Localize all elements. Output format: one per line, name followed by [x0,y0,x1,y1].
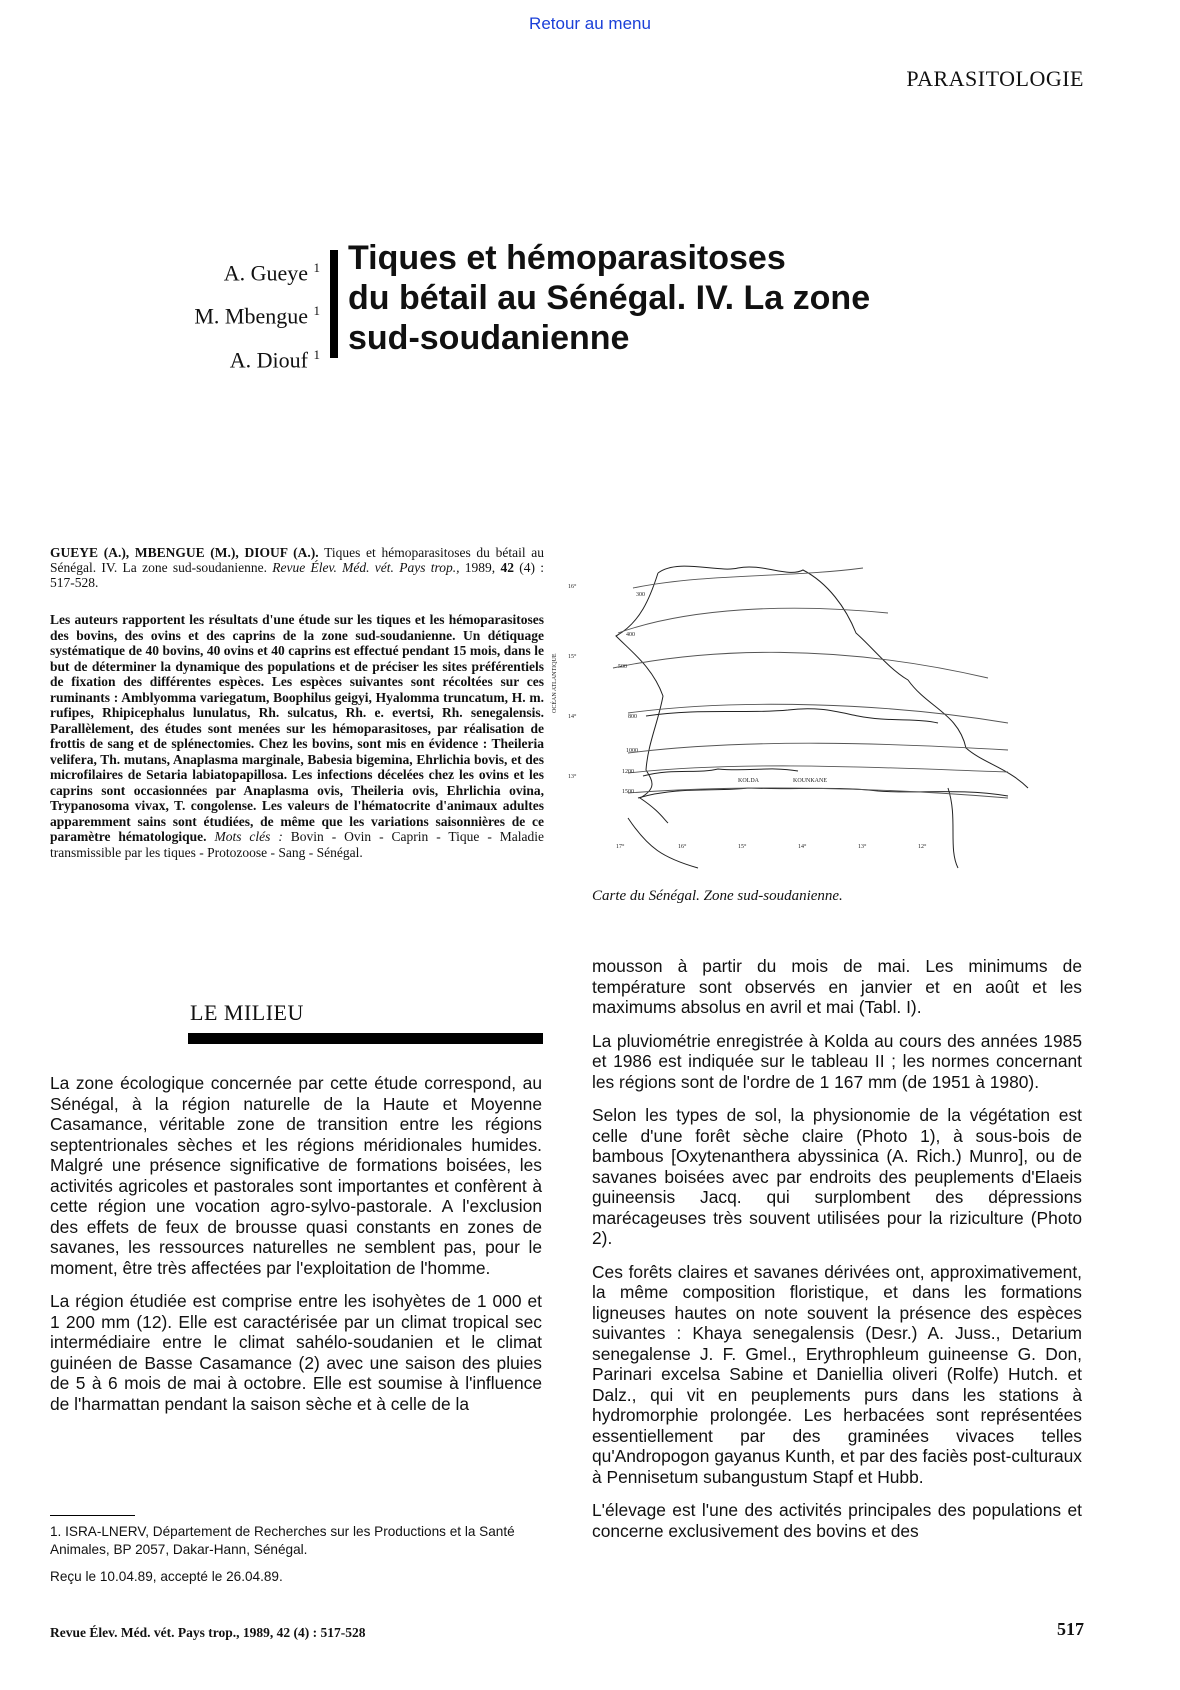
isohyet-label: 800 [628,714,637,720]
keywords-label: Mots clés : [214,829,283,844]
citation [50,545,544,590]
page-number: 517 [1057,1619,1084,1639]
longitude-label: 16° [678,844,687,850]
affiliation-mark: 1 [313,346,320,362]
title-line: du bétail au Sénégal. IV. La zone [348,279,871,317]
affiliation-mark: 1 [313,260,320,275]
author-name: A. Diouf [229,346,308,372]
isohyet-label: 400 [626,632,635,638]
article-title [348,238,968,358]
right-column [592,956,1082,1554]
heading-rule [188,1033,543,1044]
paragraph: Ces forêts claires et savanes dérivées ont, approximativement, la même composition floristique, et dans les formations ligneuses hautes on note souvent la présence des espèces suivantes : Khaya senegalensis (Desr.) A. Juss., Detarium senegalense J. F. Gmel., Erythrophleum guineense G. Don, Parinari excelsa Sabine et Daniellia oliveri (Rolfe) Hutch. et Dalz., qui vit en peuplements purs dans les stations à hydromorphie prolongée. Les herbacées sont représentées essentiellement par des graminées vivaces telles qu'Andropogon gayanus Kunth, et par des faciès post-culturaux à Pennisetum subangustum Stapf et Hubb. [592,1261,1082,1487]
author [130,292,320,335]
paragraph: L'élevage est l'une des activités principales des populations et concerne exclusivement des bovins et des [592,1500,1082,1541]
senegal-map [552,548,1048,883]
isohyet-label: 1200 [622,769,634,775]
abstract [50,612,544,860]
title-bar [330,250,338,358]
citation-text: Tiques et hémoparasitoses du bétail au Sénégal. IV. La zone sud-soudanienne. [50,545,544,575]
footer-journal: Revue Élev. Méd. vét. Pays trop., 1989, 42 (4) : 517-528 [50,1625,366,1640]
country-border [658,566,1028,788]
title-line: sud-soudanienne [348,319,630,357]
coast [616,573,668,823]
latitude-label: 16° [568,584,577,590]
citation-authors: GUEYE (A.), MBENGUE (M.), DIOUF (A.). [50,545,319,560]
gambia-river [646,709,938,723]
longitude-label: 15° [738,844,747,850]
latitude-label: 14° [568,714,577,720]
isohyet-label: 1500 [622,789,634,795]
footnote-rule [50,1515,135,1516]
author [130,249,320,292]
abstract-body: Les auteurs rapportent les résultats d'une étude sur les tiques et les hémoparasitoses des bovins, des ovins et des caprins de la zone sud-soudanienne. Un détiquage systématique de 40 bovins, 40 ovins et 40 caprins est effectué pendant 15 mois, dans le but de déterminer la dynamique des populations et de préciser les sites préférentiels de fixation des différentes espèces. Les espèces suivantes sont récoltées sur ces ruminants : Amblyomma variegatum, Boophilus geigyi, Hyalomma truncatum, H. m. rufipes, Rhipicephalus lunulatus, Rh. sulcatus, Rh. e. evertsi, Rh. senegalensis. Parallèlement, des études sont menées sur les hémoparasitoses, par réalisation de frottis de sang et de splénectomies. Chez les bovins, sont mis en évidence : Theileria velifera, Th. mutans, Anaplasma marginale, Babesia bigemina, Ehrlichia bovis, et des microfilaires de Setaria labiatopapillosa. Les infections décelées chez les ovins et les caprins sont occasionnées par Anaplasma ovis, Theileria ovis, Ehrlichia ovina, Trypanosoma vivax, T. congolense. Les valeurs de l'hématocrite d'animaux adultes apparemment sains sont étudiées, de même que les variations saisonnières de ce paramètre hématologique. [50,612,544,844]
longitude-label: 14° [798,844,807,850]
author-list [130,249,320,379]
paragraph: Selon les types de sol, la physionomie de la végétation est celle d'une forêt sèche claire (Photo 1), à sous-bois de bambous [Oxytenanthera abyssinica (A. Rich.) Munro], ou de savanes boisées avec par endroits des peuplements d'Elaeis guineensis Jacq. qui surplombent des dépressions marécageuses très souvent utilisées pour la riziculture (Photo 2). [592,1105,1082,1248]
section-heading: LE MILIEU [190,1000,304,1025]
isohyet-lines [613,568,1008,798]
citation-journal: Revue Élev. Méd. vét. Pays trop., [272,560,460,575]
map-caption: Carte du Sénégal. Zone sud-soudanienne. [592,888,843,904]
isohyet-label: 500 [618,664,627,670]
longitude-label: 12° [918,844,927,850]
citation-volume: 42 [500,560,514,575]
ocean-label: OCÉAN ATLANTIQUE [552,653,558,713]
section-label: PARASITOLOGIE [906,66,1084,91]
citation-year: 1989, [464,560,496,575]
author-name: A. Gueye [223,260,308,286]
longitude-label: 17° [616,844,625,850]
latitude-label: 13° [568,774,577,780]
longitude-label: 13° [858,844,867,850]
footnote-affiliation: 1. ISRA-LNERV, Département de Recherches sur les Productions et la Santé Animales, BP 2057, Dakar-Hann, Sénégal. [50,1524,515,1557]
keywords: Bovin - Ovin - Caprin - Tique - Maladie transmissible par les tiques - Protozoose - Sang - Sénégal. [50,829,545,860]
back-to-menu-link[interactable]: Retour au menu [529,14,651,33]
isohyet-label: 300 [636,592,645,598]
footnote-received: Reçu le 10.04.89, accepté le 26.04.89. [50,1569,283,1584]
title-line: Tiques et hémoparasitoses [348,239,786,277]
paragraph: La pluviométrie enregistrée à Kolda au cours des années 1985 et 1986 est indiquée sur le tableau II ; les normes concernant les régions sont de l'ordre de 1 167 mm (de 1951 à 1980). [592,1030,1082,1092]
author [130,336,320,379]
author-name: M. Mbengue [194,303,308,329]
town-label-kounkane: KOUNKANE [793,778,827,784]
footnotes [50,1523,542,1595]
paragraph: mousson à partir du mois de mai. Les minimums de température sont observés en janvier et en août et les maximums absolus en avril et mai (Tabl. I). [592,956,1082,1017]
town-label-kolda: KOLDA [738,778,759,784]
affiliation-mark: 1 [313,303,320,319]
latitude-label: 15° [568,654,577,660]
citation-pages: (4) : 517-528. [50,560,545,590]
paragraph: La région étudiée est comprise entre les isohyètes de 1 000 et 1 200 mm (12). Elle est caractérisée par un climat tropical sec intermédiaire entre le climat sahélo-soudanien et le climat guinéen de Basse Casamance (2) avec une saison des pluies de 5 à 6 mois de mai à octobre. Elle est soumise à l'influence de l'harmattan pendant la saison sèche et à celle de la [50,1291,542,1414]
isohyet-label: 1000 [626,748,638,754]
left-column [50,1073,542,1427]
paragraph: La zone écologique concernée par cette étude correspond, au Sénégal, à la région naturelle de la Haute et Moyenne Casamance, véritable zone de transition entre les régions septentrionales sèches et les régions méridionales humides. Malgré une présence significative de formations boisées, les activités agricoles et pastorales sont importantes et confèrent à cette région une vocation agro-sylvo-pastorale. A l'exclusion des effets de feux de brousse quasi constants en zones de savanes, les ressources naturelles ne semblent pas, pour le moment, être très affectées par l'exploitation de l'homme. [50,1073,542,1278]
